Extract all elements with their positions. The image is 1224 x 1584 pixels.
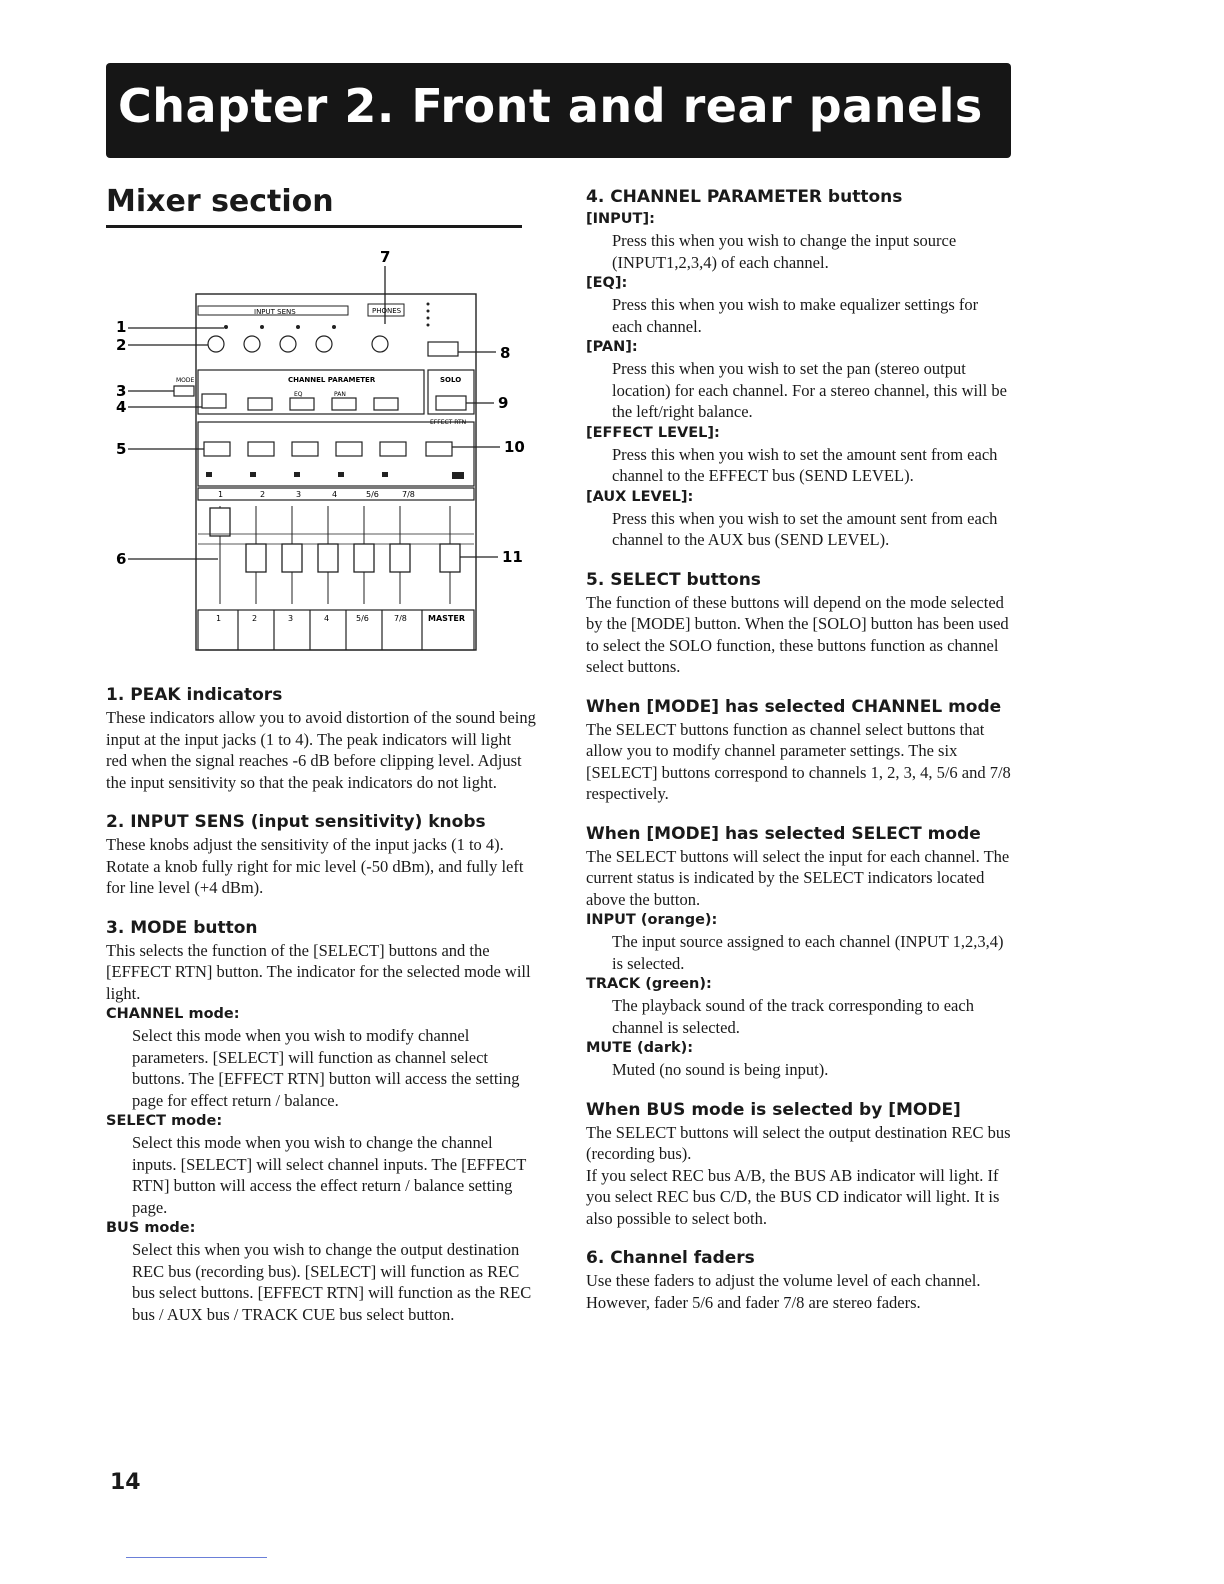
chapter-title: Chapter 2. Front and rear panels <box>118 79 983 133</box>
input-sens-text: These knobs adjust the sensitivity of the input jacks (1 to 4). Rotate a knob fully right for mic level (-50 dBm), and fully left for line level (+4 dBm). <box>106 835 524 897</box>
callout-2: 2 <box>116 336 127 354</box>
section-title: Mixer section <box>106 184 334 219</box>
callout-9: 9 <box>498 394 509 412</box>
channel-mode-subheading: When [MODE] has selected CHANNEL mode <box>586 696 1002 717</box>
peak-indicators <box>224 325 336 329</box>
callout-7: 7 <box>380 248 391 266</box>
callout-11: 11 <box>502 548 523 566</box>
page-number: 14 <box>110 1470 141 1495</box>
svg-text:2: 2 <box>252 614 258 623</box>
select-mode-heading: SELECT mode: <box>106 1113 223 1129</box>
select-buttons-text: The function of these buttons will depend on the mode selected by the [MODE] button. When the [SOLO] button has been used to select the SOLO function, these buttons function as channel select buttons. <box>586 592 1009 676</box>
svg-text:7/8: 7/8 <box>402 490 415 499</box>
solo-button <box>436 396 466 410</box>
bus-mode-text-2: If you select REC bus A/B, the BUS AB indicator will light. If you select REC bus C/D, the BUS CD indicator will light. It is also possible to select both. <box>586 1165 1000 1228</box>
bus-mode-subheading: When BUS mode is selected by [MODE] <box>586 1099 961 1120</box>
mixer-diagram <box>106 244 526 664</box>
svg-text:3: 3 <box>296 490 302 499</box>
eq-button-text: Press this when you wish to make equalizer settings for each channel. <box>612 295 979 336</box>
master-label: MASTER <box>428 614 465 623</box>
channel-parameter-label: CHANNEL PARAMETER <box>288 376 376 384</box>
eq-button-heading: [EQ]: <box>586 275 628 291</box>
callout-6: 6 <box>116 550 127 568</box>
channel-mode-heading: CHANNEL mode: <box>106 1006 240 1022</box>
pan-label: PAN <box>334 391 346 398</box>
input-orange-heading: INPUT (orange): <box>586 912 718 928</box>
peak-text: These indicators allow you to avoid distortion of the sound being input at the input jacks (1 to 4). The peak indicators will light red when the signal reaches -6 dB before clipping level. Adjust the input sensitivity so that the peak indicators do not light. <box>106 708 536 792</box>
aux-level-heading: [AUX LEVEL]: <box>586 488 694 505</box>
svg-text:2: 2 <box>260 490 266 499</box>
right-column <box>586 186 1012 1313</box>
track-green-text: The playback sound of the track corresponding to each channel is selected. <box>612 996 974 1037</box>
pan-button-heading: [PAN]: <box>586 339 638 355</box>
svg-text:4: 4 <box>324 614 330 623</box>
select-mode-text: Select this mode when you wish to change the channel inputs. [SELECT] will select channel inputs. The [EFFECT RTN] button will access the effect return / balance setting page. <box>132 1133 526 1217</box>
select-mode-subtext: The SELECT buttons will select the input for each channel. The current status is indicated by the SELECT indicators located above the button. <box>586 846 1010 909</box>
input-orange-text: The input source assigned to each channel (INPUT 1,2,3,4) is selected. <box>612 932 1004 973</box>
select-buttons-heading: 5. SELECT buttons <box>586 569 761 590</box>
svg-text:1: 1 <box>218 490 224 499</box>
monitor-select-button <box>428 342 458 356</box>
svg-text:7/8: 7/8 <box>394 614 407 623</box>
channel-faders-heading: 6. Channel faders <box>586 1248 755 1268</box>
callout-4: 4 <box>116 398 127 416</box>
mode-heading: 3. MODE button <box>106 917 258 938</box>
effect-rtn-label: EFFECT RTN <box>430 419 467 426</box>
chapter-banner <box>106 63 1011 158</box>
input-sens-knobs <box>208 336 388 352</box>
bottom-link-line <box>126 1557 267 1558</box>
effect-level-heading: [EFFECT LEVEL]: <box>586 424 720 441</box>
channel-number-labels <box>218 490 415 499</box>
pan-button-text: Press this when you wish to set the pan (stereo output location) for each channel. For a stereo channel, this will be the left/right balance. <box>612 359 1007 421</box>
mute-dark-text: Muted (no sound is being input). <box>612 1060 829 1079</box>
select-buttons <box>204 442 452 456</box>
input-sens-label: INPUT SENS <box>254 308 296 316</box>
peak-heading: 1. PEAK indicators <box>106 685 283 705</box>
eq-label: EQ <box>294 391 303 398</box>
input-button-text: Press this when you wish to change the input source (INPUT1,2,3,4) of each channel. <box>612 231 957 272</box>
svg-text:3: 3 <box>288 614 294 623</box>
svg-text:1: 1 <box>216 614 222 623</box>
effect-level-text: Press this when you wish to set the amount sent from each channel to the EFFECT bus (SEND LEVEL). <box>612 444 998 485</box>
callout-10: 10 <box>504 438 525 456</box>
section-rule <box>106 225 522 228</box>
mode-button <box>174 386 194 396</box>
select-mode-subheading: When [MODE] has selected SELECT mode <box>586 823 981 844</box>
bus-mode-heading: BUS mode: <box>106 1220 196 1236</box>
mode-label: MODE <box>176 377 195 384</box>
callout-1: 1 <box>116 318 127 336</box>
bus-mode-text-1: The SELECT buttons will select the output destination REC bus (recording bus). <box>586 1122 1011 1163</box>
callout-3: 3 <box>116 382 127 400</box>
svg-text:5/6: 5/6 <box>366 490 379 499</box>
callout-8: 8 <box>500 344 511 362</box>
channel-faders-text-2: However, fader 5/6 and fader 7/8 are stereo faders. <box>586 1292 921 1312</box>
phones-label: PHONES <box>372 307 402 315</box>
channel-faders-text-1: Use these faders to adjust the volume level of each channel. <box>586 1271 981 1290</box>
callout-5: 5 <box>116 440 127 458</box>
mode-text: This selects the function of the [SELECT] buttons and the [EFFECT RTN] button. The indicator for the selected mode will light. <box>106 940 531 1003</box>
channel-mode-text: Select this mode when you wish to modify channel parameters. [SELECT] will function as channel select buttons. The [EFFECT RTN] button will access the setting page for effect return / balance. <box>132 1026 520 1110</box>
mute-dark-heading: MUTE (dark): <box>586 1040 694 1056</box>
fader-knobs <box>210 508 460 572</box>
bus-mode-text: Select this when you wish to change the output destination REC bus (recording bus). [SELECT] will function as REC bus select buttons. [EFFECT RTN] will function as the REC bus / AUX bus / TRACK CUE bus select button. <box>132 1240 532 1324</box>
svg-text:4: 4 <box>332 490 338 499</box>
svg-text:5/6: 5/6 <box>356 614 369 623</box>
solo-label: SOLO <box>440 376 462 384</box>
left-column <box>106 684 536 1325</box>
aux-level-text: Press this when you wish to set the amount sent from each channel to the AUX bus (SEND LEVEL). <box>612 508 998 549</box>
panel-outline <box>196 294 476 650</box>
input-sens-heading: 2. INPUT SENS (input sensitivity) knobs <box>106 812 486 832</box>
channel-parameter-heading: 4. CHANNEL PARAMETER buttons <box>586 187 903 207</box>
input-button-heading: [INPUT]: <box>586 211 655 227</box>
track-green-heading: TRACK (green): <box>586 976 712 992</box>
channel-mode-subtext: The SELECT buttons function as channel select buttons that allow you to modify channel parameter settings. The six [SELECT] buttons correspond to channels 1, 2, 3, 4, 5/6 and 7/8 respectively. <box>586 719 1011 803</box>
